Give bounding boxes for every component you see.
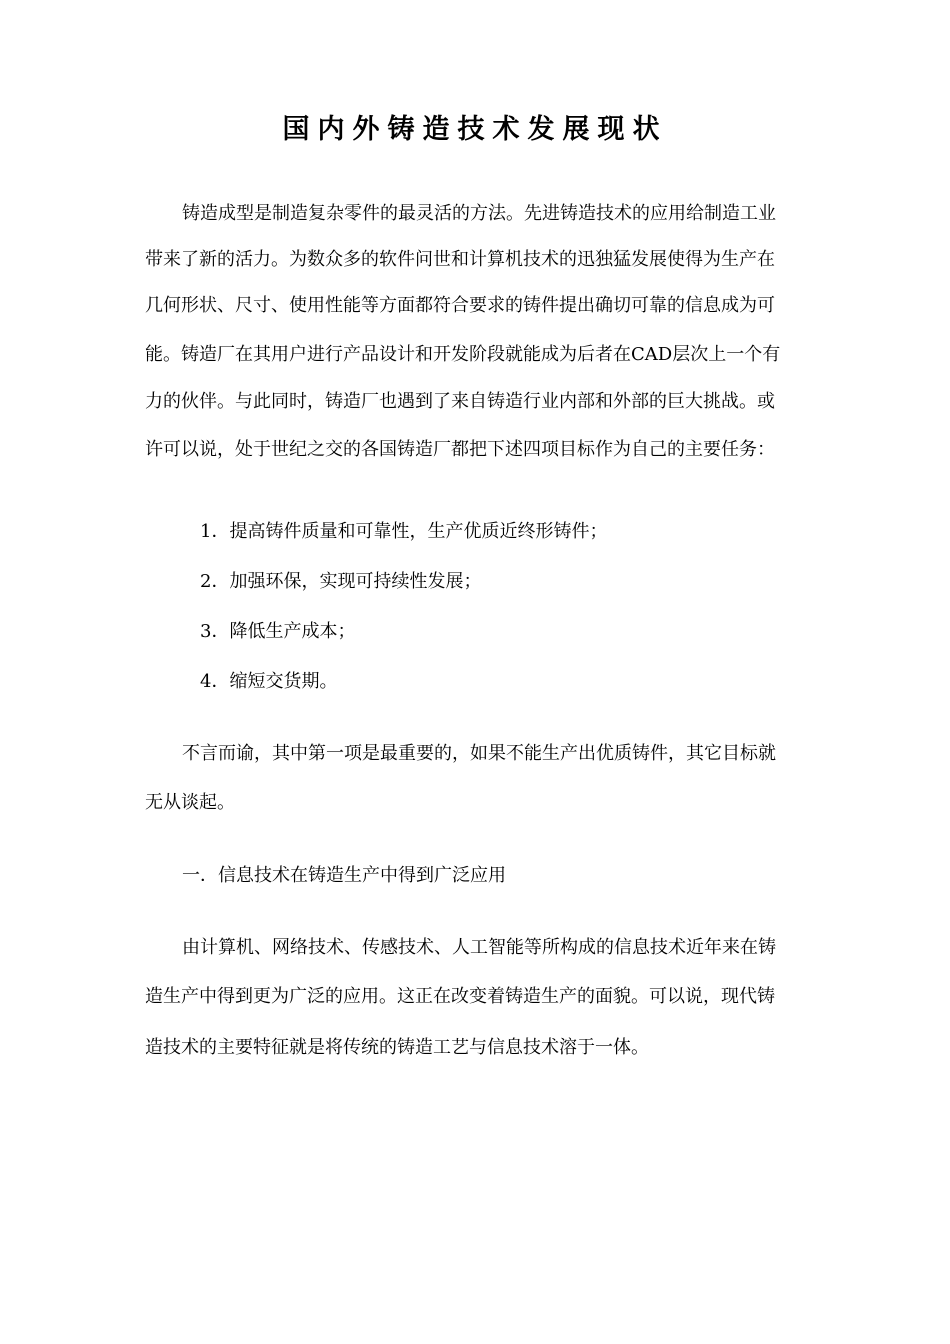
section-heading: 一．信息技术在铸造生产中得到广泛应用 xyxy=(182,865,506,886)
intro-paragraph-line: 铸造成型是制造复杂零件的最灵活的方法。先进铸造技术的应用给制造工业 xyxy=(182,203,776,224)
goal-list-item: 4．缩短交货期。 xyxy=(200,671,338,692)
intro-paragraph-line: 能。铸造厂在其用户进行产品设计和开发阶段就能成为后者在CAD层次上一个有 xyxy=(145,344,781,365)
importance-paragraph-line: 无从谈起。 xyxy=(145,792,235,813)
intro-paragraph-line: 带来了新的活力。为数众多的软件问世和计算机技术的迅独猛发展使得为生产在 xyxy=(145,249,775,270)
importance-paragraph-line: 不言而谕，其中第一项是最重要的，如果不能生产出优质铸件，其它目标就 xyxy=(182,743,776,764)
goal-list-item: 1．提高铸件质量和可靠性，生产优质近终形铸件； xyxy=(200,521,608,542)
section-paragraph-line: 造技术的主要特征就是将传统的铸造工艺与信息技术溶于一体。 xyxy=(145,1037,649,1058)
goal-list-item: 2．加强环保，实现可持续性发展； xyxy=(200,571,482,592)
goal-list-item: 3．降低生产成本； xyxy=(200,621,356,642)
document-title: 国内外铸造技术发展现状 xyxy=(282,114,668,145)
intro-paragraph-line: 许可以说，处于世纪之交的各国铸造厂都把下述四项目标作为自己的主要任务： xyxy=(145,439,775,460)
intro-paragraph-line: 几何形状、尺寸、使用性能等方面都符合要求的铸件提出确切可靠的信息成为可 xyxy=(145,295,775,316)
intro-paragraph-line: 力的伙伴。与此同时，铸造厂也遇到了来自铸造行业内部和外部的巨大挑战。或 xyxy=(145,391,775,412)
section-paragraph-line: 造生产中得到更为广泛的应用。这正在改变着铸造生产的面貌。可以说，现代铸 xyxy=(145,986,775,1007)
section-paragraph-line: 由计算机、网络技术、传感技术、人工智能等所构成的信息技术近年来在铸 xyxy=(182,937,776,958)
